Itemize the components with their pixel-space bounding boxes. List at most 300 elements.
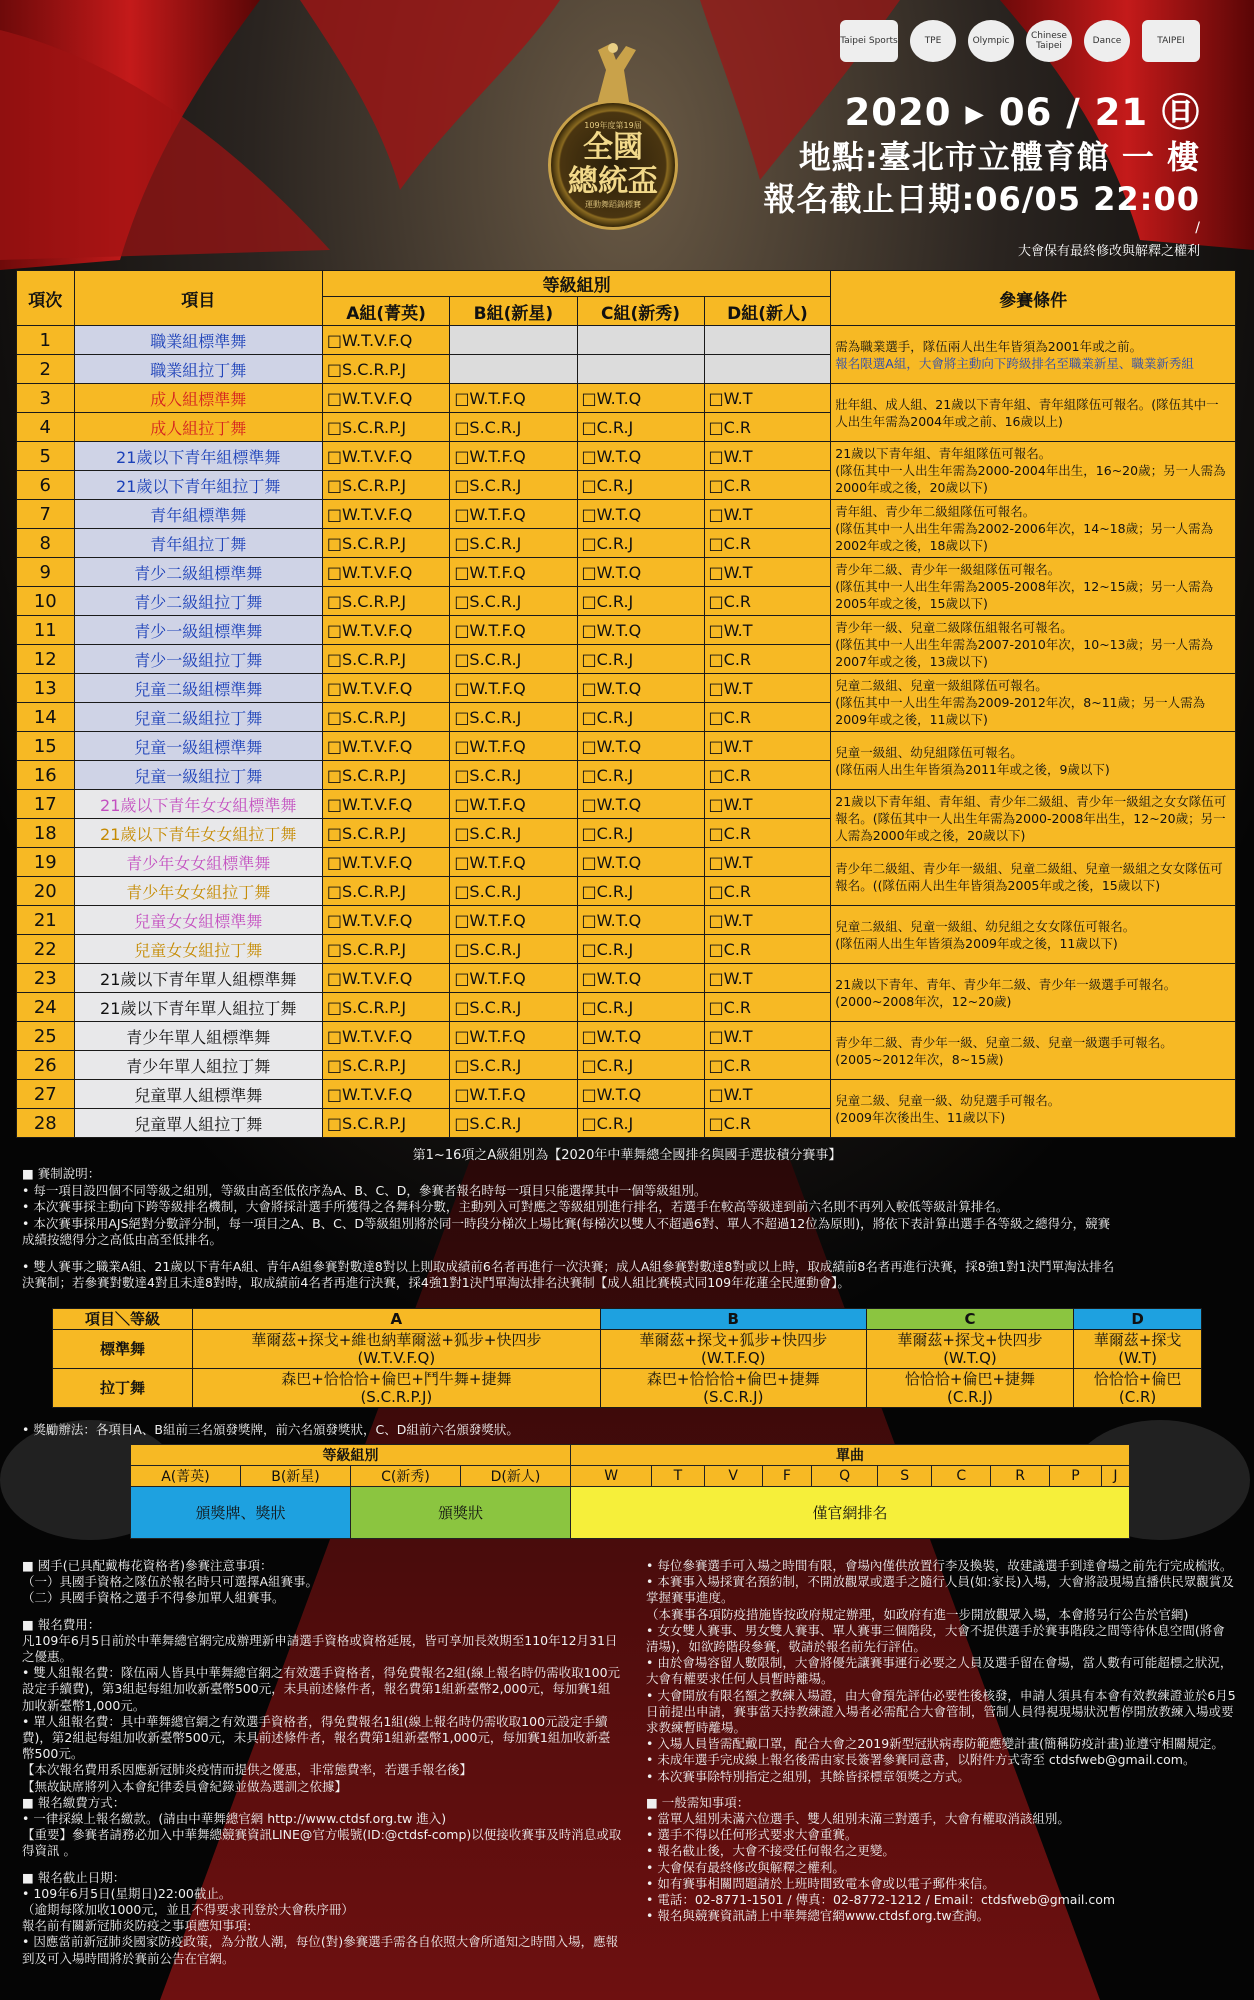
table-row	[17, 906, 1236, 935]
condition-line: (隊伍其中一人出生年需為2000-2004年出生，16~20歲；另一人需為2000年或之後，20歲以下)	[835, 463, 1226, 495]
row-item-name: 成人組拉丁舞	[74, 413, 322, 442]
condition-line: 青少年二級、青少年一級、兒童二級、兒童一級選手可報名。	[835, 1034, 1173, 1050]
col-grade: 等級組別	[322, 271, 830, 297]
row-grade-c: □W.T.Q	[577, 1080, 704, 1109]
condition-line: (隊伍兩人出生年皆須為2009年或之後，11歲以下)	[835, 935, 1118, 951]
row-grade-c: □C.R.J	[577, 1051, 704, 1080]
dance-std-a: 華爾茲+探戈+維也納華爾滋+狐步+快四步 (W.T.V.F.Q)	[193, 1330, 601, 1369]
row-item-name: 青少一級組標準舞	[74, 616, 322, 645]
row-grade-b: □W.T.F.Q	[450, 558, 577, 587]
row-grade-b: □S.C.R.J	[450, 935, 577, 964]
row-grade-d: □C.R	[704, 471, 831, 500]
dance-lat-c: 恰恰恰+倫巴+捷舞 (C.R.J)	[866, 1369, 1073, 1408]
condition-line: (2000~2008年次，12~20歲)	[835, 993, 1012, 1009]
row-item-name: 職業組拉丁舞	[74, 355, 322, 384]
row-number: 13	[17, 674, 75, 703]
row-item-name: 21歲以下青年組標準舞	[74, 442, 322, 471]
row-item-name: 成人組標準舞	[74, 384, 322, 413]
row-item-name: 兒童單人組拉丁舞	[74, 1109, 322, 1138]
row-grade-d: □C.R	[704, 993, 831, 1022]
row-grade-a: □S.C.R.P.J	[322, 935, 449, 964]
note-line: • 因應當前新冠肺炎國家防疫政策，為分散人潮，每位(對)參賽選手需各自依照大會所通知之時間入場，應報到及可入場時間將於賽前公告在官網。	[22, 1934, 619, 1966]
row-number: 15	[17, 732, 75, 761]
award-single-dance: W	[571, 1466, 652, 1487]
row-grade-a: □W.T.V.F.Q	[322, 326, 449, 355]
note-line	[646, 1785, 1236, 1795]
col-a: A組(菁英)	[322, 297, 449, 326]
row-grade-a: □S.C.R.P.J	[322, 1051, 449, 1080]
condition-line: 青年組、青少年二級組隊伍可報名。	[835, 504, 1036, 519]
rules-section	[22, 1166, 1122, 1292]
row-number: 26	[17, 1051, 75, 1080]
row-item-name: 青少年單人組標準舞	[74, 1022, 322, 1051]
row-item-name: 21歲以下青年女女組拉丁舞	[74, 819, 322, 848]
note-line: • 入場人員皆需配戴口罩，配合大會之2019新型冠狀病毒防範應變計畫(簡稱防疫計畫)並遵守相關規定。	[646, 1736, 1224, 1752]
row-grade-c: □C.R.J	[577, 471, 704, 500]
row-grade-d: □C.R	[704, 877, 831, 906]
condition-line: 21歲以下青年、青年、青少年二級、青少年一級選手可報名。	[835, 976, 1177, 992]
row-grade-c: □C.R.J	[577, 587, 704, 616]
row-number: 23	[17, 964, 75, 993]
row-grade-c: □W.T.Q	[577, 790, 704, 819]
note-line: ■ 報名費用：	[22, 1616, 101, 1632]
row-grade-d: □C.R	[704, 761, 831, 790]
col-no: 項次	[17, 271, 75, 326]
col-conditions: 參賽條件	[831, 271, 1236, 326]
row-grade-a: □W.T.V.F.Q	[322, 732, 449, 761]
note-line: • 如有賽事相關問題請於上班時間致電本會或以電子郵件來信。	[646, 1875, 995, 1891]
row-grade-a: □S.C.R.P.J	[322, 761, 449, 790]
row-grade-d: □C.R	[704, 587, 831, 616]
olympic-logo-icon: Olympic	[968, 20, 1014, 62]
row-grade-c: □W.T.Q	[577, 384, 704, 413]
condition-line: 兒童一級組、幼兒組隊伍可報名。	[835, 744, 1023, 760]
note-line: （本賽事各項防疫措施皆按政府規定辦理，如政府有進一步開放觀眾入場，本會將另行公告於官網)	[646, 1606, 1189, 1622]
row-conditions	[831, 906, 1236, 964]
dance-composition-table	[52, 1308, 1202, 1408]
note-line: 【重要】參賽者請務必加入中華舞總競賽資訊LINE@官方帳號(ID:@ctdsf-comp)以便接收賽事及時消息或取得資訊 。	[22, 1827, 622, 1859]
row-item-name: 青少一級組拉丁舞	[74, 645, 322, 674]
condition-line: (2009年次後出生、11歲以下)	[835, 1109, 1006, 1125]
right-notes	[646, 1558, 1236, 1924]
table-row	[17, 674, 1236, 703]
note-line: • 選手不得以任何形式要求大會重賽。	[646, 1827, 858, 1843]
note-line: 【本次報名費用系因應新冠肺炎疫情而提供之優惠，非常態費率，若選手報名後】	[22, 1762, 473, 1778]
row-grade-d: □W.T	[704, 442, 831, 471]
dance-row-standard: 標準舞	[53, 1330, 193, 1369]
row-grade-c: □C.R.J	[577, 703, 704, 732]
row-conditions	[831, 1080, 1236, 1138]
row-grade-d: □C.R	[704, 413, 831, 442]
row-grade-a: □W.T.V.F.Q	[322, 500, 449, 529]
award-single-dance: P	[1050, 1466, 1102, 1487]
award-ab: 頒獎牌、獎狀	[131, 1487, 351, 1539]
award-single-dance: C	[932, 1466, 991, 1487]
note-line: 【無故缺席將列入本會紀律委員會紀錄並做為選訓之依據】	[22, 1778, 348, 1794]
row-grade-c: □W.T.Q	[577, 674, 704, 703]
row-number: 25	[17, 1022, 75, 1051]
col-c: C組(新秀)	[577, 297, 704, 326]
condition-line: (隊伍其中一人出生年需為2007-2010年次，10~13歲；另一人需為2007年或之後，13歲以下)	[835, 637, 1214, 669]
award-table	[130, 1444, 1130, 1539]
table-row	[17, 442, 1236, 471]
note-line	[22, 1860, 622, 1870]
row-number: 10	[17, 587, 75, 616]
row-grade-c: □W.T.Q	[577, 848, 704, 877]
dance-std-d: 華爾茲+探戈 (W.T)	[1074, 1330, 1202, 1369]
table-row	[17, 558, 1236, 587]
row-grade-a: □W.T.V.F.Q	[322, 442, 449, 471]
dance-std-b: 華爾茲+探戈+狐步+快四步 (W.T.F.Q)	[600, 1330, 866, 1369]
row-number: 17	[17, 790, 75, 819]
note-line: ■ 報名繳費方式：	[22, 1794, 126, 1810]
note-line: • 雙人組報名費：隊伍兩人皆具中華舞總官網之有效選手資格者，得免費報名2組(線上報名時仍需收取100元設定手續費)，第3組起每組加收新臺幣500元，未具前述條件者，報名費第1組新臺幣2,000元，每加賽1組加收新臺幣1,000元。	[22, 1665, 621, 1713]
row-grade-b: □W.T.F.Q	[450, 964, 577, 993]
row-grade-b: □S.C.R.J	[450, 703, 577, 732]
row-grade-b: □W.T.F.Q	[450, 384, 577, 413]
row-item-name: 青少年單人組拉丁舞	[74, 1051, 322, 1080]
row-grade-d: □C.R	[704, 819, 831, 848]
row-grade-c: □W.T.Q	[577, 964, 704, 993]
condition-line: 21歲以下青年組、青年組隊伍可報名。	[835, 446, 1052, 461]
row-grade-d: □C.R	[704, 1109, 831, 1138]
row-grade-a: □S.C.R.P.J	[322, 587, 449, 616]
row-conditions	[831, 616, 1236, 674]
rules-finals: • 雙人賽事之職業A組、21歲以下青年A組、青年A組參賽對數達8對以上則取成績前6名者再進行一次決賽；成人A組參賽對數達8對或以上時，取成績前8名者再進行決賽，採8強1對1決鬥單淘汰排名決賽制；若參賽對數達4對且未達8對時，取成績前4名者再進行決賽，採4強1對1決鬥單淘汰排名決賽制【成人組比賽模式同109年花蓮全民運動會】。	[22, 1258, 1115, 1290]
event-info	[700, 82, 1200, 259]
table-row	[17, 384, 1236, 413]
row-grade-d: □W.T	[704, 906, 831, 935]
row-grade-d: □W.T	[704, 790, 831, 819]
row-grade-a: □S.C.R.P.J	[322, 703, 449, 732]
row-grade-b: □S.C.R.J	[450, 529, 577, 558]
row-grade-b: □S.C.R.J	[450, 413, 577, 442]
note-line: ■ 國手(已具配戴梅花資格者)參賽注意事項：	[22, 1558, 273, 1573]
row-item-name: 21歲以下青年單人組標準舞	[74, 964, 322, 993]
table-row	[17, 732, 1236, 761]
note-line: （二）具國手資格之選手不得參加單人組賽事。	[22, 1590, 285, 1606]
row-grade-d: □W.T	[704, 964, 831, 993]
row-item-name: 兒童一級組標準舞	[74, 732, 322, 761]
dance-lat-a: 森巴+恰恰恰+倫巴+鬥牛舞+捷舞 (S.C.R.P.J)	[193, 1369, 601, 1408]
note-line: • 大會保有最終修改與解釋之權利。	[646, 1859, 845, 1875]
row-item-name: 21歲以下青年女女組標準舞	[74, 790, 322, 819]
row-conditions	[831, 732, 1236, 790]
row-grade-a: □W.T.V.F.Q	[322, 1022, 449, 1051]
condition-line: (隊伍其中一人出生年需為2009-2012年次，8~11歲；另一人需為2009年或之後，11歲以下)	[835, 695, 1206, 727]
note-line	[22, 1607, 622, 1617]
row-grade-b: □W.T.F.Q	[450, 500, 577, 529]
note-line: • 大會開放有限名額之教練入場證，由大會預先評估必要性後核發，申請人須具有本會有效教練證並於6月5日前提出申請，賽事當天持教練證入場者必需配合大會管制，管制人員得視現場狀況暫停開放教練入場或要求教練暫時離場。	[646, 1687, 1236, 1736]
taipei-sports-logo-icon: Taipei Sports	[840, 20, 898, 62]
row-grade-b: □W.T.F.Q	[450, 674, 577, 703]
dance-head-a: A	[193, 1309, 601, 1330]
row-item-name: 青少年女女組標準舞	[74, 848, 322, 877]
dance-row-latin: 拉丁舞	[53, 1369, 193, 1408]
row-item-name: 兒童女女組標準舞	[74, 906, 322, 935]
row-number: 5	[17, 442, 75, 471]
emblem-subtitle: 運動舞蹈錦標賽	[585, 200, 641, 209]
row-item-name: 兒童單人組標準舞	[74, 1080, 322, 1109]
note-line: 凡109年6月5日前於中華舞總官網完成辦理新申請選手資格或資格延展，皆可享加長效期至110年12月31日之優惠。	[22, 1632, 618, 1665]
row-grade-d: □C.R	[704, 1051, 831, 1080]
row-number: 9	[17, 558, 75, 587]
award-head-single: 單曲	[571, 1445, 1130, 1466]
dance-std-c: 華爾茲+探戈+快四步 (W.T.Q)	[866, 1330, 1073, 1369]
row-number: 2	[17, 355, 75, 384]
row-conditions	[831, 558, 1236, 616]
emblem-title-1: 全國	[583, 130, 643, 165]
row-grade-b: □S.C.R.J	[450, 471, 577, 500]
condition-line: 21歲以下青年組、青年組、青少年二級組、青少年一級組之女女隊伍可報名。(隊伍其中一人出生年需為2000-2008年出生，12~20歲；另一人需為2000年或之後，20歲以下)	[835, 794, 1227, 843]
row-conditions	[831, 964, 1236, 1022]
row-item-name: 青年組拉丁舞	[74, 529, 322, 558]
row-grade-d: □C.R	[704, 645, 831, 674]
table-row	[17, 500, 1236, 529]
row-number: 18	[17, 819, 75, 848]
row-grade-b: □W.T.F.Q	[450, 906, 577, 935]
row-grade-c: □W.T.Q	[577, 732, 704, 761]
row-grade-c: □W.T.Q	[577, 616, 704, 645]
row-number: 24	[17, 993, 75, 1022]
row-conditions	[831, 384, 1236, 442]
award-col: C(新秀)	[351, 1466, 461, 1487]
row-grade-a: □S.C.R.P.J	[322, 355, 449, 384]
row-grade-c: □C.R.J	[577, 529, 704, 558]
condition-line: 青少年一級、兒童二級隊伍組報名可報名。	[835, 620, 1073, 635]
award-single-dance: S	[878, 1466, 932, 1487]
note-line: 報名前有關新冠肺炎防疫之事項應知事項:	[22, 1918, 252, 1934]
award-single-dance: V	[704, 1466, 762, 1487]
row-item-name: 青年組標準舞	[74, 500, 322, 529]
row-grade-c: □W.T.Q	[577, 558, 704, 587]
dance-head-item: 項目＼等級	[53, 1309, 193, 1330]
award-single-dance: T	[652, 1466, 704, 1487]
row-grade-a: □S.C.R.P.J	[322, 529, 449, 558]
rules-item: • 每一項目設四個不同等級之組別，等級由高至低依序為A、B、C、D，參賽者報名時每一項目只能選擇其中一個等級組別。	[22, 1182, 707, 1198]
note-line: • 電話：02-8771-1501 / 傳真：02-8772-1212 / Email：ctdsfweb@gmail.com	[646, 1892, 1116, 1908]
award-note: • 獎勵辦法：各項目A、B組前三名頒發獎牌，前六名頒發獎狀，C、D組前六名頒發獎狀。	[22, 1422, 519, 1437]
row-grade-a: □W.T.V.F.Q	[322, 790, 449, 819]
note-line: • 本次賽事除特別指定之組別，其餘皆採標章領獎之方式。	[646, 1768, 970, 1784]
row-conditions	[831, 674, 1236, 732]
row-number: 7	[17, 500, 75, 529]
row-grade-b: □S.C.R.J	[450, 587, 577, 616]
table-row	[17, 1022, 1236, 1051]
row-grade-c: □C.R.J	[577, 877, 704, 906]
note-line: • 由於會場容留人數限制，大會將優先讓賽事運行必要之人員及選手留在會場，當人數有可能超標之狀況，大會有權要求任何人員暫時離場。	[646, 1655, 1233, 1687]
dance-head-b: B	[600, 1309, 866, 1330]
condition-line: (隊伍兩人出生年皆須為2011年或之後，9歲以下)	[835, 761, 1110, 777]
row-number: 22	[17, 935, 75, 964]
note-line: • 女女雙人賽事、男女雙人賽事、單人賽事三個階段，大會不提供選手於賽事階段之間等待休息空間(將會清場)，如欲跨階段參賽，敬請於報名前先行評估。	[646, 1622, 1225, 1655]
note-line: ■ 報名截止日期：	[22, 1869, 126, 1885]
row-number: 11	[17, 616, 75, 645]
row-conditions	[831, 1022, 1236, 1080]
row-number: 4	[17, 413, 75, 442]
row-grade-d: □W.T	[704, 558, 831, 587]
condition-line: (2005~2012年次，8~15歲)	[835, 1051, 1004, 1067]
condition-line: (隊伍其中一人出生年需為2002-2006年次，14~18歲；另一人需為2002年或之後，18歲以下)	[835, 521, 1214, 553]
chinese-taipei-logo-icon: Chinese Taipei	[1026, 20, 1072, 62]
rules-item: • 本次賽事採主動向下跨等級排名機制，大會將採計選手所獲得之各舞科分數，主動列入可對應之等級組別進行排名，若選手在較高等級達到前六名則不再列入較低等級計算排名。	[22, 1199, 1009, 1214]
col-d: D組(新人)	[704, 297, 831, 326]
row-grade-b: □S.C.R.J	[450, 819, 577, 848]
row-grade-d: □W.T	[704, 1080, 831, 1109]
row-grade-d: □W.T	[704, 674, 831, 703]
row-item-name: 青少二級組拉丁舞	[74, 587, 322, 616]
taipei-logo-icon: TAIPEI	[1142, 20, 1200, 62]
table-row	[17, 326, 1236, 355]
row-grade-d: □W.T	[704, 384, 831, 413]
award-single-dance: J	[1101, 1466, 1129, 1487]
award-single: 僅官網排名	[571, 1487, 1130, 1539]
row-number: 21	[17, 906, 75, 935]
row-grade-a: □S.C.R.P.J	[322, 413, 449, 442]
row-grade-b: □S.C.R.J	[450, 877, 577, 906]
emblem-title-2: 總統盃	[568, 164, 658, 199]
row-grade-a: □W.T.V.F.Q	[322, 848, 449, 877]
left-notes	[22, 1558, 622, 1967]
row-grade-c: □W.T.Q	[577, 442, 704, 471]
row-grade-c: □W.T.Q	[577, 1022, 704, 1051]
row-grade-a: □S.C.R.P.J	[322, 1109, 449, 1138]
row-grade-b: □W.T.F.Q	[450, 732, 577, 761]
row-item-name: 兒童二級組標準舞	[74, 674, 322, 703]
events-table	[16, 270, 1236, 1138]
condition-line: 需為職業選手，隊伍兩人出生年皆須為2001年或之前。	[835, 338, 1143, 354]
row-item-name: 青少二級組標準舞	[74, 558, 322, 587]
row-grade-b: □S.C.R.J	[450, 645, 577, 674]
note-line: • 109年6月5日(星期日)22:00截止。	[22, 1885, 232, 1901]
row-number: 12	[17, 645, 75, 674]
row-grade-a: □W.T.V.F.Q	[322, 384, 449, 413]
row-grade-d	[704, 326, 831, 355]
row-item-name: 21歲以下青年組拉丁舞	[74, 471, 322, 500]
award-col: D(新人)	[461, 1466, 571, 1487]
row-item-name: 職業組標準舞	[74, 326, 322, 355]
row-grade-a: □W.T.V.F.Q	[322, 1080, 449, 1109]
row-grade-b: □W.T.F.Q	[450, 616, 577, 645]
row-grade-c: □C.R.J	[577, 993, 704, 1022]
row-grade-d: □W.T	[704, 500, 831, 529]
award-single-dance: F	[762, 1466, 812, 1487]
sponsor-logos	[740, 18, 1200, 64]
award-col: B(新星)	[241, 1466, 351, 1487]
row-grade-b: □W.T.F.Q	[450, 848, 577, 877]
row-grade-a: □S.C.R.P.J	[322, 993, 449, 1022]
award-col: A(菁英)	[131, 1466, 241, 1487]
table-row	[17, 790, 1236, 819]
dance-head-d: D	[1074, 1309, 1202, 1330]
row-grade-c: □C.R.J	[577, 761, 704, 790]
row-grade-b: □S.C.R.J	[450, 1051, 577, 1080]
note-line: ■ 一般需知事項：	[646, 1794, 750, 1810]
table-row	[17, 964, 1236, 993]
row-grade-b	[450, 326, 577, 355]
table-footnote: 第1~16項之A級組別為【2020年中華舞總全國排名與國手選拔積分賽事】	[412, 1148, 842, 1163]
table-row	[17, 616, 1236, 645]
row-conditions	[831, 848, 1236, 906]
row-number: 28	[17, 1109, 75, 1138]
event-venue: 地點:臺北市立體育館 一 樓	[798, 138, 1200, 176]
event-date: 2020 ▸ 06 / 21 ㊐	[844, 91, 1200, 134]
row-number: 16	[17, 761, 75, 790]
row-grade-b: □W.T.F.Q	[450, 1022, 577, 1051]
row-number: 1	[17, 326, 75, 355]
row-number: 27	[17, 1080, 75, 1109]
row-conditions	[831, 326, 1236, 384]
row-item-name: 兒童女女組拉丁舞	[74, 935, 322, 964]
row-grade-a: □W.T.V.F.Q	[322, 558, 449, 587]
row-grade-c: □C.R.J	[577, 819, 704, 848]
row-conditions	[831, 500, 1236, 558]
row-item-name: 兒童一級組拉丁舞	[74, 761, 322, 790]
registration-deadline: 報名截止日期:06/05 22:00	[763, 180, 1200, 218]
row-grade-b	[450, 355, 577, 384]
row-grade-b: □S.C.R.J	[450, 761, 577, 790]
row-grade-d: □C.R	[704, 529, 831, 558]
row-item-name: 青少年女女組拉丁舞	[74, 877, 322, 906]
note-line: • 一律採線上報名繳款。(請由中華舞總官網 http://www.ctdsf.org.tw 進入)	[22, 1811, 447, 1827]
condition-line: 兒童二級、兒童一級、幼兒選手可報名。	[835, 1092, 1061, 1108]
row-grade-a: □S.C.R.P.J	[322, 471, 449, 500]
dance-lat-b: 森巴+恰恰恰+倫巴+捷舞 (S.C.R.J)	[600, 1369, 866, 1408]
row-grade-a: □W.T.V.F.Q	[322, 674, 449, 703]
col-b: B組(新星)	[450, 297, 577, 326]
note-line: （一）具國手資格之隊伍於報名時只可選擇A組賽事。	[22, 1574, 319, 1590]
row-grade-c: □W.T.Q	[577, 906, 704, 935]
condition-line: (隊伍其中一人出生年需為2005-2008年次，12~15歲；另一人需為2005年或之後，15歲以下)	[835, 579, 1214, 611]
condition-line: 兒童二級組、兒童一級組隊伍可報名。	[835, 678, 1048, 693]
row-conditions	[831, 442, 1236, 500]
row-grade-b: □S.C.R.J	[450, 1109, 577, 1138]
row-grade-a: □W.T.V.F.Q	[322, 964, 449, 993]
row-grade-d: □W.T	[704, 1022, 831, 1051]
award-cd: 頒獎狀	[351, 1487, 571, 1539]
condition-line: 青少年二級、青少年一級組隊伍可報名。	[835, 562, 1061, 577]
row-grade-a: □W.T.V.F.Q	[322, 906, 449, 935]
row-grade-c: □C.R.J	[577, 1109, 704, 1138]
condition-line: 報名限選A組，大會將主動向下跨級排名至職業新星、職業新秀組	[835, 355, 1194, 371]
row-grade-c: □C.R.J	[577, 935, 704, 964]
rules-title: ■ 賽制說明：	[22, 1166, 101, 1181]
row-grade-d: □C.R	[704, 703, 831, 732]
row-grade-b: □S.C.R.J	[450, 993, 577, 1022]
note-line: • 報名截止後，大會不接受任何報名之更變。	[646, 1843, 895, 1859]
row-grade-d	[704, 355, 831, 384]
note-line: • 單人組報名費：具中華舞總官網之有效選手資格者，得免費報名1組(線上報名時仍需收取100元設定手續費)，第2組起每組加收新臺幣500元，未具前述條件者，報名費第1組新臺幣1,000元，每加賽1組加收新臺幣500元。	[22, 1713, 611, 1762]
row-grade-a: □S.C.R.P.J	[322, 877, 449, 906]
row-grade-a: □W.T.V.F.Q	[322, 616, 449, 645]
note-line: • 當單人組別未滿六位選手、雙人組別未滿三對選手，大會有權取消該組別。	[646, 1811, 1070, 1827]
note-line: • 本賽事入場採實名預約制，不開放觀眾或選手之隨行人員(如:家長)入場，大會將設現場直播供民眾觀賞及掌握賽事進度。	[646, 1574, 1234, 1606]
award-single-dance: Q	[812, 1466, 878, 1487]
row-conditions	[831, 790, 1236, 848]
table-row	[17, 1080, 1236, 1109]
condition-line: 壯年組、成人組、21歲以下青年組、青年組隊伍可報名。(隊伍其中一人出生年需為2004年或之前、16歲以上)	[835, 396, 1219, 429]
row-number: 3	[17, 384, 75, 413]
row-grade-d: □W.T	[704, 848, 831, 877]
condition-line: 青少年二級組、青少年一級組、兒童二級組、兒童一級組之女女隊伍可報名。((隊伍兩人出生年皆須為2005年或之後，15歲以下)	[835, 860, 1223, 893]
row-grade-b: □W.T.F.Q	[450, 442, 577, 471]
col-item: 項目	[74, 271, 322, 326]
rights-notice: 大會保有最終修改與解釋之權利	[1017, 244, 1200, 259]
note-line: （逾期每隊加收1000元，並且不得要求刊登於大會秩序冊）	[22, 1902, 354, 1918]
row-item-name: 21歲以下青年單人組拉丁舞	[74, 993, 322, 1022]
row-grade-a: □S.C.R.P.J	[322, 819, 449, 848]
note-line: • 每位參賽選手可入場之時間有限，會場內僅供放置行李及換裝，故建議選手到達會場之前先行完成梳妝。	[646, 1558, 1233, 1573]
